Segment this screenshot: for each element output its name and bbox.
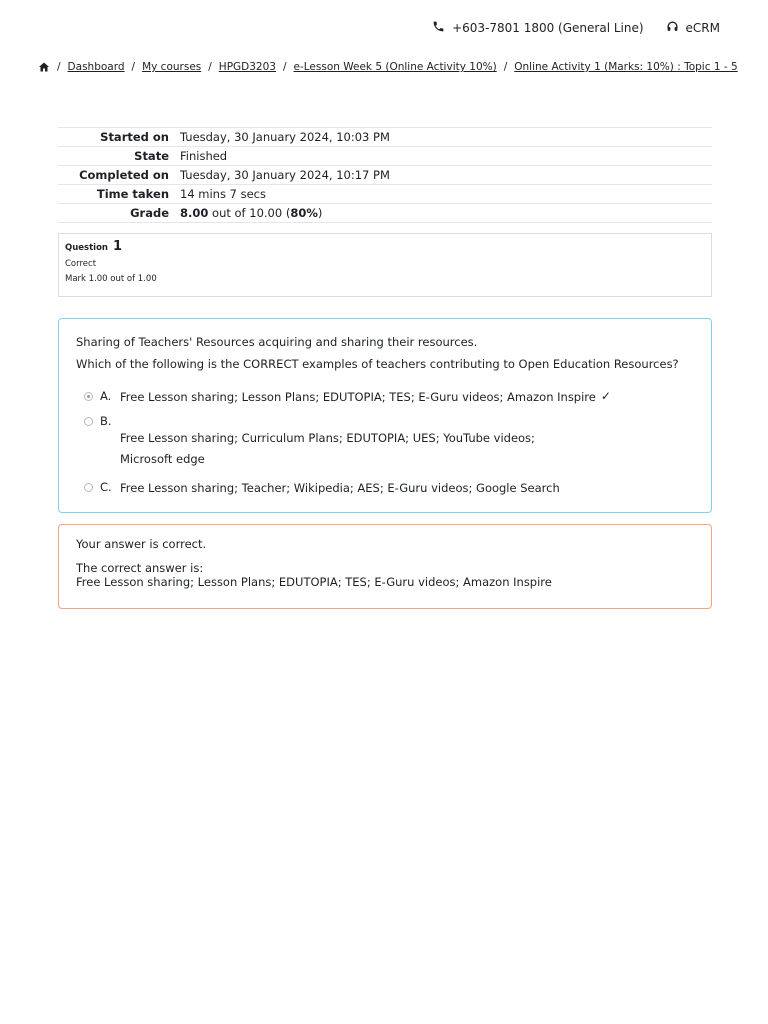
breadcrumb-separator: / xyxy=(282,61,287,73)
summary-row xyxy=(58,128,712,147)
answer-options xyxy=(76,389,694,496)
phone-icon xyxy=(432,20,445,36)
breadcrumb-dashboard[interactable]: Dashboard xyxy=(67,61,125,73)
option-letter: C. xyxy=(100,479,112,494)
breadcrumb xyxy=(38,61,748,73)
option-letter: B. xyxy=(100,414,112,429)
grade-score: 8.00 xyxy=(180,206,209,220)
summary-row xyxy=(58,166,712,185)
grade-end: ) xyxy=(317,206,323,220)
ecrm-link[interactable] xyxy=(666,20,720,36)
breadcrumb-separator: / xyxy=(208,61,212,73)
headset-icon xyxy=(666,20,679,36)
breadcrumb-separator: / xyxy=(503,61,508,73)
phone-link[interactable] xyxy=(432,20,643,36)
option-text: Free Lesson sharing; Lesson Plans; EDUTOPIA; TES; E-Guru videos; Amazon Inspire xyxy=(120,390,596,404)
question-num: 1 xyxy=(112,239,122,254)
time-label: Time taken xyxy=(96,187,169,201)
home-icon[interactable] xyxy=(38,61,50,73)
grade-mid: out of 10.00 ( xyxy=(208,206,291,220)
question-text-line2: Which of the following is the CORRECT examples of teachers contributing to Open Education Resources? xyxy=(76,357,679,371)
started-value: Tuesday, 30 January 2024, 10:03 PM xyxy=(180,130,390,144)
option-letter: A. xyxy=(100,389,112,403)
check-icon: ✓ xyxy=(600,389,611,403)
state-label: State xyxy=(134,149,169,163)
grade-value xyxy=(175,204,712,223)
question-text-line1: Sharing of Teachers' Resources acquiring and sharing their resources. xyxy=(76,335,478,349)
completed-value: Tuesday, 30 January 2024, 10:17 PM xyxy=(180,168,390,182)
phone-label: +603-7801 1800 (General Line) xyxy=(452,21,644,35)
summary-row xyxy=(58,147,712,166)
option-text: Free Lesson sharing; Teacher; Wikipedia; AES; E-Guru videos; Google Search xyxy=(120,480,560,495)
question-mark: Mark 1.00 out of 1.00 xyxy=(65,274,157,284)
ecrm-label: eCRM xyxy=(685,21,720,35)
feedback-box xyxy=(58,524,712,609)
time-value: 14 mins 7 secs xyxy=(180,187,266,201)
radio-unselected[interactable] xyxy=(84,483,93,492)
correct-answer-label: The correct answer is: xyxy=(76,561,204,575)
quiz-summary-table xyxy=(58,127,712,223)
feedback-result: Your answer is correct. xyxy=(76,537,207,551)
breadcrumb-section[interactable]: e-Lesson Week 5 (Online Activity 10%) xyxy=(293,61,497,73)
top-contact-bar xyxy=(432,20,720,36)
state-value: Finished xyxy=(180,149,228,163)
radio-unselected[interactable] xyxy=(84,417,93,426)
breadcrumb-separator: / xyxy=(57,61,61,73)
breadcrumb-my-courses[interactable]: My courses xyxy=(142,61,202,73)
answer-option-b[interactable] xyxy=(76,414,694,471)
question-status: Correct xyxy=(65,259,97,269)
grade-label: Grade xyxy=(130,206,169,220)
grade-percent: 80% xyxy=(290,206,318,220)
correct-answer-text: Free Lesson sharing; Lesson Plans; EDUTOPIA; TES; E-Guru videos; Amazon Inspire xyxy=(76,575,552,589)
question-content xyxy=(58,318,712,513)
started-label: Started on xyxy=(100,130,169,144)
question-text xyxy=(76,335,694,371)
summary-row xyxy=(58,204,712,223)
breadcrumb-separator: / xyxy=(131,61,136,73)
answer-option-a[interactable] xyxy=(76,389,694,405)
breadcrumb-quiz[interactable]: Online Activity 1 (Marks: 10%) : Topic 1 - 5 xyxy=(514,61,738,73)
question-number xyxy=(65,239,705,254)
answer-option-c[interactable] xyxy=(76,480,694,496)
option-text: Free Lesson sharing; Curriculum Plans; EDUTOPIA; UES; YouTube videos; Microsoft edge xyxy=(120,431,535,467)
radio-selected[interactable] xyxy=(84,392,93,401)
question-info xyxy=(58,233,712,297)
summary-row xyxy=(58,185,712,204)
breadcrumb-course[interactable]: HPGD3203 xyxy=(218,61,276,73)
completed-label: Completed on xyxy=(79,168,169,182)
question-label: Question xyxy=(65,243,108,253)
